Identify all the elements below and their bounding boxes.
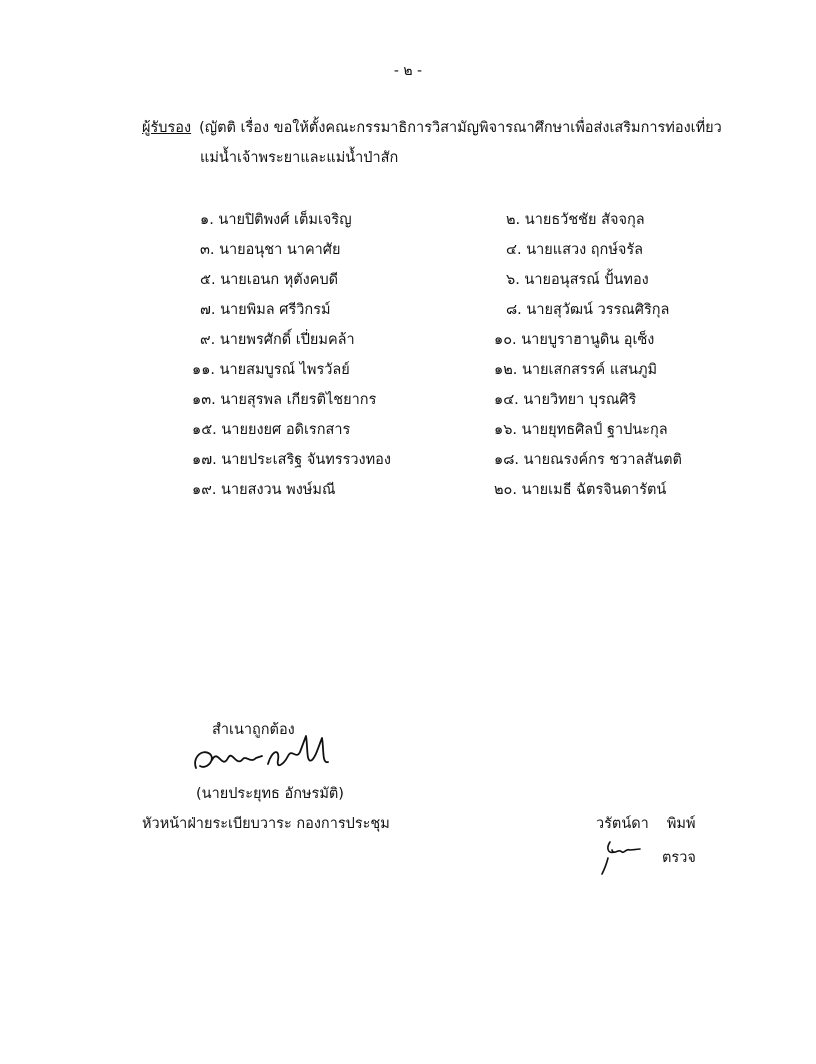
certified-copy-label: สำเนาถูกต้อง xyxy=(212,722,295,738)
endorser-name-17: ๑๗. นายประเสริฐ จันทรรวงทอง xyxy=(192,452,391,468)
typist-name: วรัตน์ดา xyxy=(596,816,649,832)
endorser-name-5: ๕. นายเอนก หุตังคบดี xyxy=(200,272,339,288)
signer-name: (นายประยุทธ อักษรมัติ) xyxy=(196,786,344,802)
endorser-name-7: ๗. นายพิมล ศรีวิกรม์ xyxy=(200,302,331,318)
endorser-name-3: ๓. นายอนุชา นาคาศัย xyxy=(200,242,341,258)
page-number: - ๒ - xyxy=(393,63,423,79)
endorser-name-15: ๑๕. นายยงยศ อดิเรกสาร xyxy=(192,422,351,438)
endorser-name-1: ๑. นายปิติพงศ์ เต็มเจริญ xyxy=(200,212,352,228)
typist-role: พิมพ์ xyxy=(666,816,696,832)
endorser-label: ผู้รับรอง xyxy=(142,120,192,136)
endorser-line xyxy=(142,116,742,139)
motion-title-line1: (ญัตติ เรื่อง ขอให้ตั้งคณะกรรมาธิการวิสามัญพิจารณาศึกษาเพื่อส่งเสริมการท่องเที่ยว xyxy=(199,120,722,136)
endorser-name-13: ๑๓. นายสุรพล เกียรติไชยากร xyxy=(192,392,377,408)
signer-position: หัวหน้าฝ่ายระเบียบวาระ กองการประชุม xyxy=(142,816,390,832)
endorser-name-19: ๑๙. นายสงวน พงษ์มณี xyxy=(192,482,336,498)
endorser-name-20: ๒๐. นายเมธี ฉัตรจินดารัตน์ xyxy=(494,482,667,498)
endorser-name-8: ๘. นายสุวัฒน์ วรรณศิริกุล xyxy=(506,302,670,318)
typist-line xyxy=(596,812,696,835)
endorser-name-9: ๙. นายพรศักดิ์ เปี่ยมคล้า xyxy=(200,332,355,348)
endorser-name-4: ๔. นายแสวง ฤกษ์จรัล xyxy=(506,242,644,258)
handwritten-signature xyxy=(188,730,338,780)
motion-title-line2: แม่น้ำเจ้าพระยาและแม่น้ำป่าสัก xyxy=(200,150,399,166)
endorser-name-11: ๑๑. นายสมบูรณ์ ไพรวัลย์ xyxy=(192,362,350,378)
endorser-name-12: ๑๒. นายเสกสรรค์ แสนภูมิ xyxy=(494,362,658,378)
endorser-name-6: ๖. นายอนุสรณ์ ปั้นทอง xyxy=(506,272,649,288)
checker-initials-mark xyxy=(596,836,656,876)
endorser-name-16: ๑๖. นายยุทธศิลป์ ฐาปนะกุล xyxy=(494,422,668,438)
checker-role: ตรวจ xyxy=(662,850,696,866)
endorser-name-10: ๑๐. นายบูราฮานูดิน อุเซ็ง xyxy=(494,332,655,348)
endorser-name-14: ๑๔. นายวิทยา บุรณศิริ xyxy=(494,392,637,408)
endorser-name-2: ๒. นายธวัชชัย สัจจกุล xyxy=(506,212,645,228)
endorser-name-18: ๑๘. นายณรงค์กร ชวาลสันตติ xyxy=(494,452,682,468)
